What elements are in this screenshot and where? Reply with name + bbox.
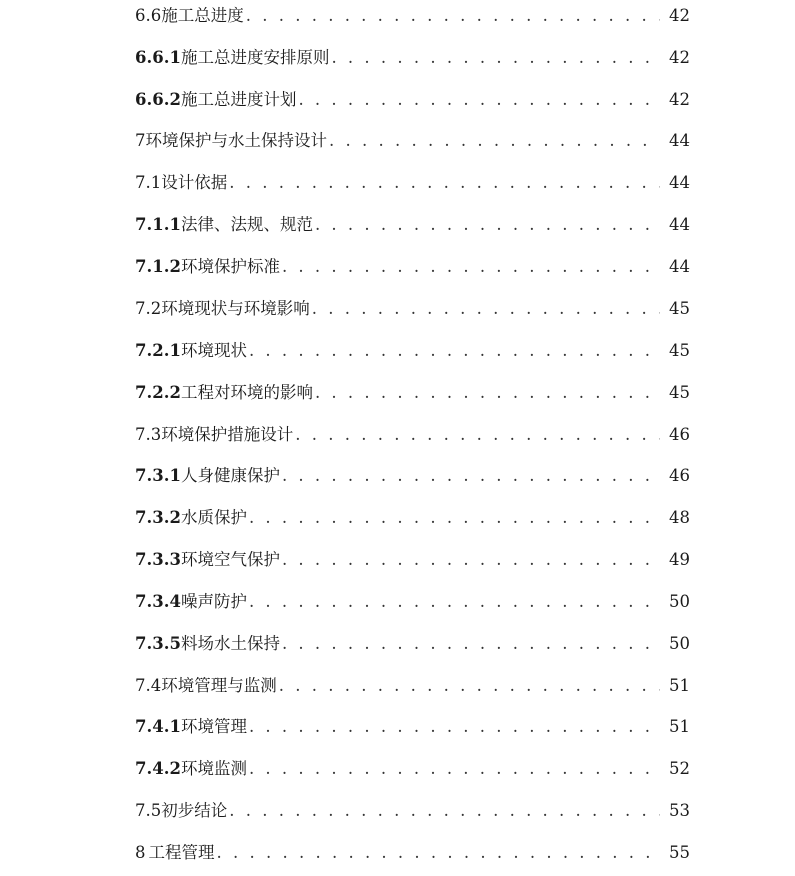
toc-page-number: 42 — [669, 48, 690, 67]
toc-number: 7.2.2 — [135, 383, 181, 402]
toc-number: 8 — [135, 843, 146, 862]
toc-title: 环境现状 — [180, 341, 247, 360]
toc-page-number: 50 — [669, 634, 690, 653]
toc-page-number: 48 — [669, 508, 690, 527]
toc-number: 6.6 — [135, 6, 162, 25]
toc-page-number: 45 — [669, 341, 690, 360]
dot-leader — [229, 797, 660, 825]
toc-number: 7.3.5 — [135, 634, 181, 653]
toc-entry[interactable] — [135, 44, 690, 72]
toc-title: 环境保护标准 — [180, 257, 280, 276]
toc-page-number: 46 — [669, 425, 690, 444]
toc-entry[interactable] — [135, 421, 690, 449]
toc-page-number: 45 — [669, 383, 690, 402]
toc-page-number: 52 — [669, 759, 690, 778]
toc-title: 料场水土保持 — [180, 634, 280, 653]
toc-title: 工程对环境的影响 — [180, 383, 313, 402]
toc-number: 7.2.1 — [135, 341, 181, 360]
dot-leader — [312, 295, 660, 323]
toc-entry[interactable] — [135, 295, 690, 323]
toc-number: 7.4.1 — [135, 717, 181, 736]
toc-title: 施工总进度安排原则 — [180, 48, 330, 67]
dot-leader — [249, 337, 660, 365]
dot-leader — [295, 421, 660, 449]
toc-entry[interactable] — [135, 755, 690, 783]
toc-number: 7.1.2 — [135, 257, 181, 276]
dot-leader — [246, 2, 660, 30]
toc-number: 7.2 — [135, 299, 162, 318]
toc-page-number: 55 — [669, 843, 690, 862]
toc-page-number: 50 — [669, 592, 690, 611]
toc-number: 7.3.3 — [135, 550, 181, 569]
toc-entry[interactable] — [135, 588, 690, 616]
toc-title: 环境管理与监测 — [161, 676, 277, 695]
toc-entry[interactable] — [135, 546, 690, 574]
toc-number: 7.1 — [135, 173, 162, 192]
dot-leader — [315, 211, 660, 239]
toc-entry[interactable] — [135, 211, 690, 239]
dot-leader — [279, 672, 660, 700]
toc-page-number: 42 — [669, 90, 690, 109]
toc-page-number: 51 — [669, 717, 690, 736]
toc-title: 噪声防护 — [180, 592, 247, 611]
toc-number: 7.5 — [135, 801, 162, 820]
dot-leader — [282, 630, 660, 658]
toc-page-number: 49 — [669, 550, 690, 569]
toc-page-number: 46 — [669, 466, 690, 485]
toc-entry[interactable] — [135, 462, 690, 490]
toc-entry[interactable] — [135, 630, 690, 658]
toc-entry[interactable] — [135, 504, 690, 532]
dot-leader — [249, 504, 660, 532]
toc-title: 设计依据 — [161, 173, 228, 192]
toc-page-number: 44 — [669, 173, 690, 192]
dot-leader — [315, 379, 660, 407]
toc-page-number: 44 — [669, 131, 690, 150]
dot-leader — [229, 169, 660, 197]
toc-entry[interactable] — [135, 86, 690, 114]
toc-title: 水质保护 — [180, 508, 247, 527]
toc-title: 施工总进度计划 — [180, 90, 297, 109]
toc-entry[interactable] — [135, 672, 690, 700]
toc-title: 施工总进度 — [161, 6, 244, 25]
toc-number: 7.4.2 — [135, 759, 181, 778]
dot-leader — [282, 253, 660, 281]
dot-leader — [217, 839, 660, 867]
dot-leader — [249, 755, 660, 783]
dot-leader — [329, 127, 660, 155]
toc-number: 6.6.1 — [135, 48, 181, 67]
toc-title: 法律、法规、规范 — [180, 215, 313, 234]
toc-title: 工程管理 — [148, 843, 215, 862]
toc-entry[interactable] — [135, 337, 690, 365]
dot-leader — [249, 588, 660, 616]
toc-number: 7.3 — [135, 425, 162, 444]
toc-page-number: 45 — [669, 299, 690, 318]
toc-title: 环境管理 — [180, 717, 247, 736]
toc-number: 7.1.1 — [135, 215, 181, 234]
toc-number: 6.6.2 — [135, 90, 181, 109]
dot-leader — [282, 546, 660, 574]
toc-number: 7.3.2 — [135, 508, 181, 527]
toc-entry[interactable] — [135, 713, 690, 741]
toc-entry[interactable] — [135, 2, 690, 30]
toc-number: 7.3.4 — [135, 592, 181, 611]
dot-leader — [249, 713, 660, 741]
toc-entry[interactable] — [135, 169, 690, 197]
toc-entry[interactable] — [135, 839, 690, 867]
toc-title: 初步结论 — [161, 801, 228, 820]
toc-title: 环境监测 — [180, 759, 247, 778]
toc-entry[interactable] — [135, 127, 690, 155]
toc-page-number: 44 — [669, 257, 690, 276]
toc-page-number: 53 — [669, 801, 690, 820]
toc-entry[interactable] — [135, 797, 690, 825]
dot-leader — [282, 462, 660, 490]
toc-page-number: 44 — [669, 215, 690, 234]
toc-page-number: 42 — [669, 6, 690, 25]
toc-title: 人身健康保护 — [180, 466, 280, 485]
toc-number: 7.4 — [135, 676, 162, 695]
dot-leader — [298, 86, 660, 114]
toc-entry[interactable] — [135, 379, 690, 407]
toc-entry[interactable] — [135, 253, 690, 281]
toc-number: 7 — [135, 131, 146, 150]
toc-title: 环境现状与环境影响 — [161, 299, 310, 318]
toc-title: 环境空气保护 — [180, 550, 280, 569]
toc-title: 环境保护措施设计 — [161, 425, 294, 444]
dot-leader — [331, 44, 660, 72]
toc-number: 7.3.1 — [135, 466, 181, 485]
toc-title: 环境保护与水土保持设计 — [145, 131, 327, 150]
toc-page-number: 51 — [669, 676, 690, 695]
